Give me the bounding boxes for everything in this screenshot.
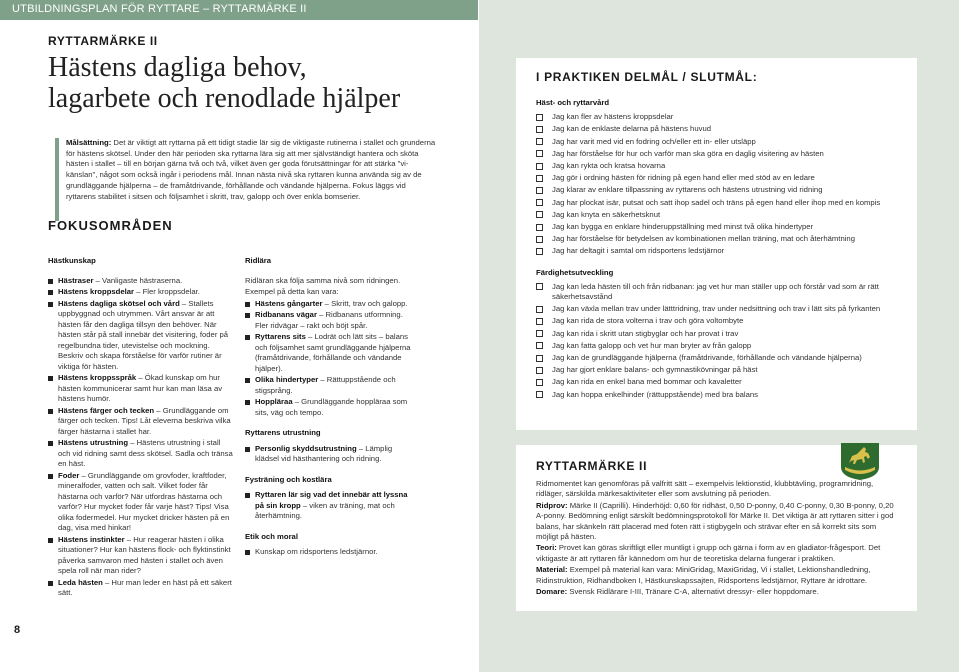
checklist-item xyxy=(536,222,906,232)
square-bullet-icon xyxy=(245,313,250,318)
square-bullet-icon xyxy=(245,447,250,452)
checklist-item xyxy=(536,316,906,326)
list-item-text: – Fler kroppsdelar. xyxy=(134,287,200,296)
checkbox-square-icon[interactable] xyxy=(536,199,543,206)
list-item-text: Kunskap om ridsportens ledstjärnor. xyxy=(255,547,378,556)
list-item xyxy=(48,287,233,298)
ridprov-text: Märke II (Caprilli). Hinderhöjd: 0,60 för ridhäst, 0,50 D-ponny, 0,40 C-ponny, 0,30 B-ponny, 0,20 A-ponny. Bedömning enligt särskilt bedömningsprotokoll för Märke II. Det viktiga är att ryttaren sitter i god balans, har skänkeln rätt placerad med foten rätt i stigbygeln och strävar efter en så korrekt sits som möjligt på hästen. xyxy=(536,500,894,542)
checklist-item-text: Jag kan hoppa enkelhinder (rättuppstående) med bra balans xyxy=(552,389,758,399)
checklist-item xyxy=(536,185,906,195)
checklist-item-text: Jag kan rykta och kratsa hovarna xyxy=(552,161,666,171)
list-item-term: Foder xyxy=(58,470,80,480)
goals-panel xyxy=(516,58,917,430)
intro-paragraph xyxy=(66,138,436,202)
list-item xyxy=(245,444,415,465)
checklist-hastvard xyxy=(536,112,906,256)
list-item-text: – Stallets uppbyggnad och utrymmen. Vårt ansvar är att hästen får den dagliga tillsyn den behöver. När hästen står på stall innebär det visitering, foder på regelbundna tider, utevistelse och mockning. Beskriv och skapa förståelse för varför rutiner är viktiga för hästen. xyxy=(58,298,229,371)
checkbox-square-icon[interactable] xyxy=(536,391,543,398)
badge-text xyxy=(536,479,896,597)
square-bullet-icon xyxy=(48,279,53,284)
list-item xyxy=(245,299,415,310)
checkbox-square-icon[interactable] xyxy=(536,283,543,290)
right-page xyxy=(479,0,959,672)
list-item-text: – Grundläggande hoppläraa som sits, väg och tempo. xyxy=(255,397,408,417)
goals-groups xyxy=(536,98,906,402)
square-bullet-icon xyxy=(48,290,53,295)
list-item-term: Ryttarens sits xyxy=(255,332,306,341)
checklist-item xyxy=(536,137,906,147)
square-bullet-icon xyxy=(245,550,250,555)
square-bullet-icon xyxy=(48,376,53,381)
checklist-item-text: Jag kan rida i skritt utan stigbyglar och har provat i trav xyxy=(552,328,739,338)
list-item xyxy=(245,547,415,558)
checklist-item-text: Jag kan knyta en säkerhetsknut xyxy=(552,209,661,219)
badge-intro: Ridmomentet kan genomföras på valfritt sätt – exempelvis lektionstid, klubbtävling, programridning, ridläger, särskilda märkesaktiviteter eller som avslutning på perioden. xyxy=(536,479,874,499)
square-bullet-icon xyxy=(48,441,53,446)
list-item-term: Personlig skyddsutrustning xyxy=(255,443,357,453)
checkbox-square-icon[interactable] xyxy=(536,367,543,374)
page-title-line-1: Hästens dagliga behov, xyxy=(48,52,307,83)
square-bullet-icon xyxy=(245,302,250,307)
section-subhead: RYTTARMÄRKE II xyxy=(48,34,158,48)
checklist-item xyxy=(536,112,906,122)
horse-badge-icon xyxy=(837,441,883,481)
list-item-text: – Lodrät och lätt sits – balans och följsamhet samt grundläggande hjälperna (framåtdrivande, förhållande och vändande hjälper). xyxy=(255,332,411,373)
square-bullet-icon xyxy=(48,474,53,479)
checklist-item-text: Jag har varit med vid en fodring och/eller ett in- eller utsläpp xyxy=(552,136,756,146)
checklist-item xyxy=(536,124,906,134)
domare-paragraph xyxy=(536,587,896,597)
etik-list xyxy=(245,547,415,558)
list-item-text: – Skritt, trav och galopp. xyxy=(322,298,408,308)
list-item-term: Hästens instinkter xyxy=(58,534,125,544)
checklist-item-text: Jag kan fler av hästens kroppsdelar xyxy=(552,112,674,122)
focus-column-hastkunskap xyxy=(48,256,233,600)
column-heading: Hästkunskap xyxy=(48,256,96,265)
checklist-item xyxy=(536,173,906,183)
hastkunskap-list xyxy=(48,276,233,599)
checklist-item xyxy=(536,377,906,387)
checklist-item xyxy=(536,246,906,256)
checkbox-square-icon[interactable] xyxy=(536,138,543,145)
checklist-item-text: Jag har förståelse för hur och varför man ska göra en daglig visitering av hästen xyxy=(552,148,824,158)
checklist-item-text: Jag kan växla mellan trav under lätttridning, trav under nedsittning och trav i lätt sits på fyrkanten xyxy=(552,304,881,314)
header-bar-text: UTBILDNINGSPLAN FÖR RYTTARE – RYTTARMÄRKE II xyxy=(12,3,307,15)
list-item xyxy=(245,332,415,374)
checkbox-square-icon[interactable] xyxy=(536,248,543,255)
focus-column-ridlara xyxy=(245,256,415,559)
checklist-item xyxy=(536,390,906,400)
list-item-text: – Vanligaste hästraserna. xyxy=(93,275,183,285)
domare-label: Domare: xyxy=(536,587,568,597)
ridprov-label: Ridprov: xyxy=(536,500,568,510)
list-item-text: – Hur reagerar hästen i olika situationer? Hur kan hästens flock- och flyktinstinkt påverka samvaron med hästen i stallet och även spela roll när man rider? xyxy=(58,534,231,575)
list-item-term: Ridbanans vägar xyxy=(255,310,317,319)
material-paragraph xyxy=(536,565,896,586)
list-item xyxy=(245,375,415,396)
list-item xyxy=(245,310,415,331)
page-title xyxy=(48,52,400,114)
list-item xyxy=(48,373,233,405)
list-item xyxy=(48,535,233,577)
checklist-item xyxy=(536,329,906,339)
list-item-text: – Ridbanans utformning. Fler ridvägar – rakt och böjt spår. xyxy=(255,310,403,330)
checklist-fardighet xyxy=(536,282,906,400)
material-label: Material: xyxy=(536,565,568,575)
square-bullet-icon xyxy=(48,538,53,543)
list-item-text: – Rättuppstående och stigsprång. xyxy=(255,375,396,395)
checkbox-square-icon[interactable] xyxy=(536,187,543,194)
badge-title: RYTTARMÄRKE II xyxy=(536,459,648,473)
list-item-term: Hästens dagliga skötsel och vård xyxy=(58,298,180,308)
fystraning-list xyxy=(245,490,415,522)
ridlara-intro-1: Ridläran ska följa samma nivå som ridningen. xyxy=(245,275,401,285)
column-subheading: Fysträning och kostlära xyxy=(245,474,332,484)
list-item-term: Ryttaren lär sig vad det innebär att lyssna på sin kropp xyxy=(255,490,408,510)
checkbox-square-icon[interactable] xyxy=(536,114,543,121)
square-bullet-icon xyxy=(48,581,53,586)
focus-heading: FOKUSOMRÅDEN xyxy=(48,218,173,233)
intro-label: Målsättning: xyxy=(66,138,112,147)
list-item-text: – Hästens utrustning i stall och vid ridning samt dess skötsel. Sadla och tränsa en häst. xyxy=(58,438,233,468)
list-item xyxy=(48,299,233,373)
header-bar xyxy=(0,0,478,20)
list-item xyxy=(48,276,233,287)
list-item xyxy=(245,397,415,418)
checklist-item xyxy=(536,353,906,363)
checklist-item xyxy=(536,210,906,220)
list-item xyxy=(48,471,233,534)
list-item-term: Hästens gångarter xyxy=(255,298,323,308)
goals-title: I PRAKTIKEN DELMÅL / SLUTMÅL: xyxy=(536,70,758,84)
checkbox-square-icon[interactable] xyxy=(536,175,543,182)
list-item-text: – Ökad kunskap om hur hästen kommunicerar samt hur kan man läsa av hästens humör. xyxy=(58,373,223,403)
square-bullet-icon xyxy=(48,302,53,307)
checklist-item-text: Jag kan leda hästen till och från ridbanan: jag vet hur man ställer upp och förstår vad som är rätt säkerhetsavstånd xyxy=(552,281,879,302)
ridlara-list xyxy=(245,299,415,419)
checklist-item xyxy=(536,149,906,159)
column-subheading: Etik och moral xyxy=(245,531,298,541)
square-bullet-icon xyxy=(245,493,250,498)
checklist-item xyxy=(536,161,906,171)
checklist-item-text: Jag har gjort enklare balans- och gymnastikövningar på häst xyxy=(552,365,758,375)
list-item-term: Olika hindertyper xyxy=(255,375,319,384)
list-item-text: – Grundläggande om färger och tecken. Tips! Låt eleverna beskriva vilka färger hästarna i stallet har. xyxy=(58,405,231,436)
ridprov-paragraph xyxy=(536,501,896,543)
intro-accent-bar xyxy=(55,138,59,221)
list-item-term: Hoppläraa xyxy=(255,397,293,406)
list-item-term: Hästens färger och tecken xyxy=(58,405,155,415)
square-bullet-icon xyxy=(245,378,250,383)
column-heading: Ridlära xyxy=(245,256,272,265)
group-heading-hastvard: Häst- och ryttarvård xyxy=(536,98,610,107)
checklist-item xyxy=(536,341,906,351)
list-item-term: Leda hästen xyxy=(58,577,103,587)
list-item-term: Hästraser xyxy=(58,275,94,285)
list-item xyxy=(48,406,233,438)
checkbox-square-icon[interactable] xyxy=(536,150,543,157)
checklist-item-text: Jag kan fatta galopp och vet hur man bryter av från galopp xyxy=(552,340,752,350)
ridlara-intro-2: Exempel på detta kan vara: xyxy=(245,287,339,296)
material-text: Exempel på material kan vara: MiniGridag, MaxiGridag, Vi i stallet, Lektionshandledning, Ridinstruktion, Ridhandboken I, Hästkunskapssajten, Ridsportens ledstjärnor, Ryttare är idrottare. xyxy=(536,565,871,585)
checklist-item-text: Jag gör i ordning hästen för ridning på egen hand eller med stöd av en ledare xyxy=(552,173,815,183)
teori-text: Provet kan göras skriftligt eller muntligt i grupp och gärna i form av en gladiator-frågesport. Det viktigaste är att ryttaren får kännedom om hur de teoretiska delarna fungerar i praktiken. xyxy=(536,543,881,563)
list-item xyxy=(48,578,233,599)
list-item-text: – Hur man leder en häst på ett säkert sätt. xyxy=(58,577,232,597)
square-bullet-icon xyxy=(245,400,250,405)
list-item-term: Hästens kroppsdelar xyxy=(58,287,135,296)
checklist-item-text: Jag har plockat isär, putsat och satt ihop sadel och träns på egen hand eller ihop med en kompis xyxy=(552,197,881,207)
checklist-item xyxy=(536,198,906,208)
utrustning-list xyxy=(245,444,415,465)
list-item-text: – Lämplig klädsel vid hästhantering och ridning. xyxy=(255,443,393,463)
checklist-item-text: Jag kan rida de stora volterna i trav och göra voltombyte xyxy=(552,316,744,326)
checkbox-square-icon[interactable] xyxy=(536,355,543,362)
checklist-item xyxy=(536,304,906,314)
checkbox-square-icon[interactable] xyxy=(536,163,543,170)
checkbox-square-icon[interactable] xyxy=(536,342,543,349)
domare-text: Svensk Ridlärare I-III, Tränare C-A, alternativt dressyr- eller hoppdomare. xyxy=(567,587,819,597)
column-subheading: Ryttarens utrustning xyxy=(245,428,321,437)
checkbox-square-icon[interactable] xyxy=(536,379,543,386)
checklist-item-text: Jag kan rida en enkel bana med bommar och kavaletter xyxy=(552,377,742,387)
teori-paragraph xyxy=(536,543,896,564)
checklist-item-text: Jag klarar av enklare tillpassning av ryttarens och hästens utrustning vid ridning xyxy=(552,185,823,195)
list-item-term: Hästens kroppsspråk xyxy=(58,373,137,382)
checkbox-square-icon[interactable] xyxy=(536,224,543,231)
checklist-item xyxy=(536,365,906,375)
page-number: 8 xyxy=(14,624,21,636)
list-item xyxy=(245,490,415,522)
intro-text: Det är viktigt att ryttarna på ett tidigt stadie lär sig de viktigaste rutinerna i stallet och grunderna för hästens skötsel. Under den här perioden ska ryttarna lära sig att mer självständigt hantera och sköta hästen i stallet – till en början gärna två och två, vilket även ger goda förutsättningar för att stärka "vi-känslan", något som också ingår i periodens mål. Innan nästa nivå ska ryttaren kunna använda sig av de grundläggande hjälperna – de framåtdrivande, förhållande och vändande hjälperna. Fokus läggs vid ryttarens stabilitet i sitsen och följsamhet i skritt, trav, galopp och över enkla bomserier. xyxy=(66,138,436,201)
checklist-item xyxy=(536,234,906,244)
checklist-item xyxy=(536,282,906,302)
square-bullet-icon xyxy=(48,409,53,414)
list-item-term: Hästens utrustning xyxy=(58,438,129,447)
list-item-text: – viken av träning, mat och återhämtning. xyxy=(255,500,395,520)
group-heading-fardighet: Färdighetsutveckling xyxy=(536,267,614,277)
list-item xyxy=(48,438,233,470)
checklist-item-text: Jag kan de grundläggande hjälperna (framåtdrivande, förhållande och vändande hjälperna) xyxy=(552,353,862,363)
checkbox-square-icon[interactable] xyxy=(536,211,543,218)
checklist-item-text: Jag kan bygga en enklare hinderuppställning med minst två olika hindertyper xyxy=(552,222,814,232)
page-title-line-2: lagarbete och renodlade hjälper xyxy=(48,83,401,114)
checklist-item-text: Jag kan de enklaste delarna på hästens huvud xyxy=(552,124,711,134)
checkbox-square-icon[interactable] xyxy=(536,318,543,325)
checkbox-square-icon[interactable] xyxy=(536,330,543,337)
checkbox-square-icon[interactable] xyxy=(536,306,543,313)
teori-label: Teori: xyxy=(536,543,557,553)
square-bullet-icon xyxy=(245,335,250,340)
list-item-text: – Grundläggande om grovfoder, kraftfoder, mineralfoder, vatten och salt. Vilket foder får hästarna och varför? När utfordras hästarna och varför? Hur mycket foder får varje häst? Tips! Visa olika fodermedel. Hur mycket dricker hästen på en dag, visa med hinkar! xyxy=(58,470,230,532)
checklist-item-text: Jag har förståelse för betydelsen av kombinationen mellan träning, mat och återhämtning xyxy=(552,234,855,244)
checklist-item-text: Jag har deltagit i samtal om ridsportens ledstjärnor xyxy=(552,246,725,256)
checkbox-square-icon[interactable] xyxy=(536,126,543,133)
checkbox-square-icon[interactable] xyxy=(536,236,543,243)
